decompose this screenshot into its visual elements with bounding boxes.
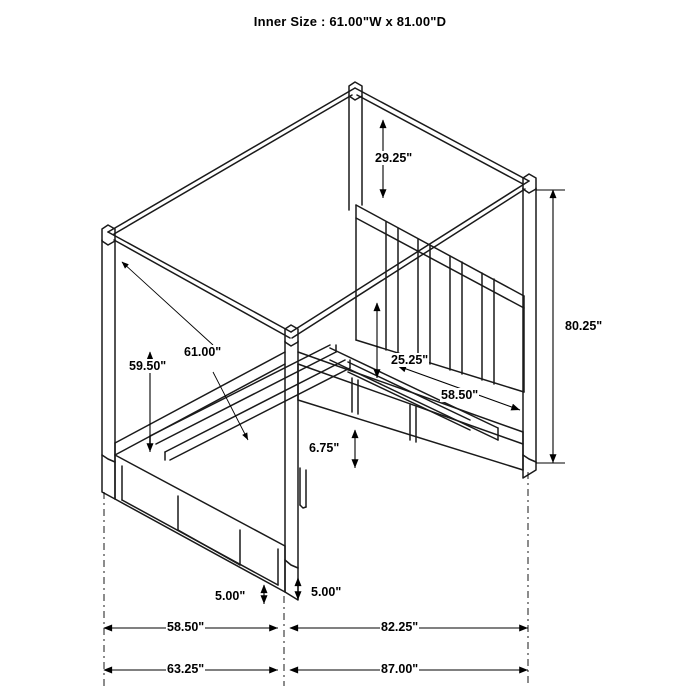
dim-label-bottom-left-width: 58.50" [167,620,205,634]
dim-leader-inner-width-upper [122,262,213,345]
dim-label-base-right-depth: 87.00" [381,662,419,676]
dim-label-headboard-height: 25.25" [391,353,429,367]
bed-outline [102,82,536,600]
dim-label-leg-right: 5.00" [311,585,342,599]
page-title: Inner Size : 61.00"W x 81.00"D [253,14,447,29]
dim-label-slat-height: 6.75" [309,441,340,455]
dim-label-bottom-right-depth: 82.25" [381,620,419,634]
witness-lines [104,472,528,686]
dim-label-leg-left: 5.00" [215,589,246,603]
dim-label-footboard-length: 58.50" [441,388,479,402]
dim-label-left-post-height: 59.50" [129,359,167,373]
dimension-lines [104,120,565,686]
dim-label-canopy-post-top: 29.25" [375,151,413,165]
dim-label-inner-width: 61.00" [184,345,222,359]
dim-label-overall-height: 80.25" [565,319,603,333]
dim-label-base-left-width: 63.25" [167,662,205,676]
